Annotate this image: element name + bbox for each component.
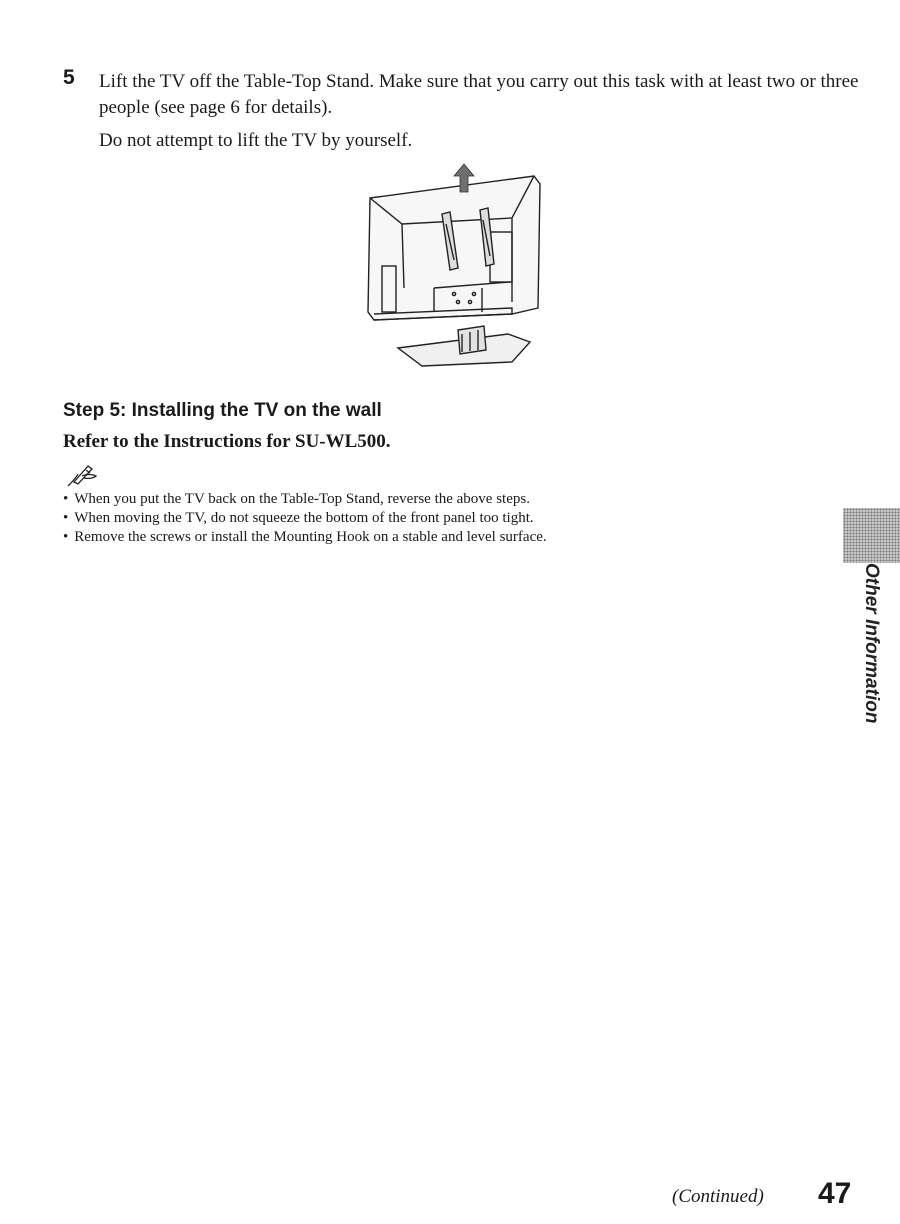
tv-lift-illustration xyxy=(362,162,542,374)
continued-label: (Continued) xyxy=(672,1186,764,1207)
note-item: • Remove the screws or install the Mounting Hook on a stable and level surface. xyxy=(63,529,547,545)
section-side-label: Other Information xyxy=(861,563,882,724)
section-heading: Step 5: Installing the TV on the wall xyxy=(63,400,382,421)
section-side-tab xyxy=(843,508,900,563)
note-pencil-icon xyxy=(64,462,98,488)
step-number: 5 xyxy=(63,66,75,89)
section-subheading: Refer to the Instructions for SU-WL500. xyxy=(63,431,391,452)
notes-list xyxy=(63,490,547,547)
step-instruction: Lift the TV off the Table-Top Stand. Make sure that you carry out this task with at least two or three people (see page 6 for details). xyxy=(99,71,859,118)
note-item: • When you put the TV back on the Table-Top Stand, reverse the above steps. xyxy=(63,491,530,507)
step-warning: Do not attempt to lift the TV by yourself. xyxy=(99,130,413,151)
page-number: 47 xyxy=(818,1177,852,1210)
note-item: • When moving the TV, do not squeeze the bottom of the front panel too tight. xyxy=(63,510,534,526)
